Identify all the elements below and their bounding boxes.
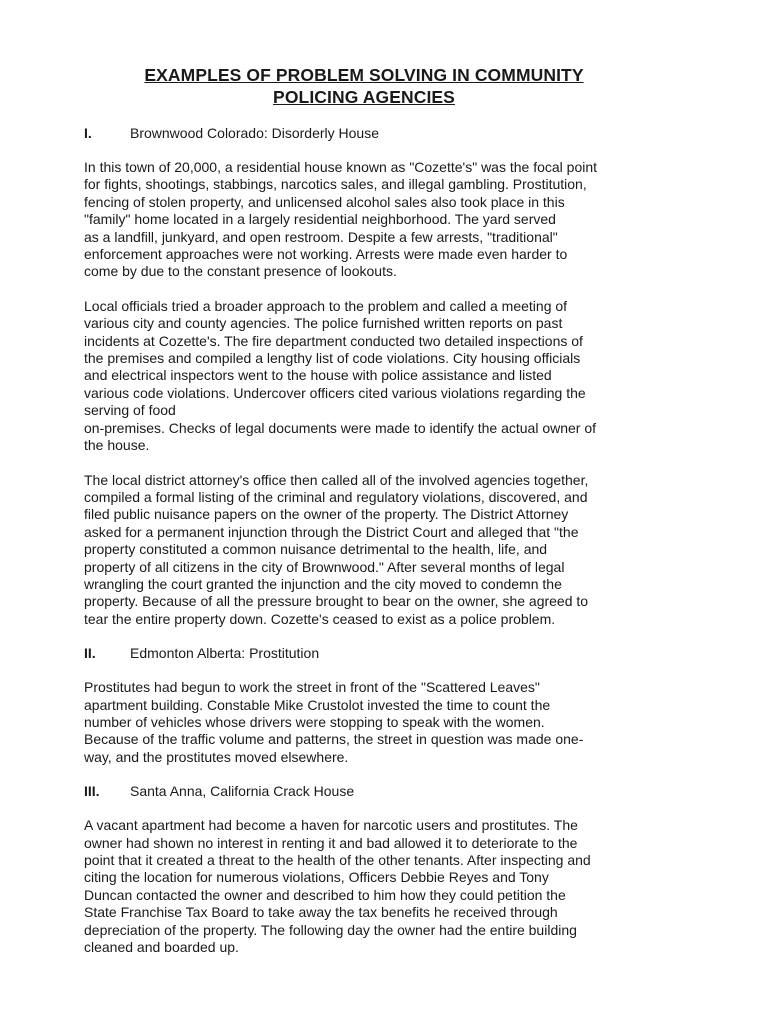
section-heading-3 — [84, 783, 644, 800]
paragraph: Local officials tried a broader approach to the problem and called a meeting of various city and county agencies. The police furnished written reports on past incidents at Cozette's. The fire department conducted two detailed inspections of the premises and compiled a lengthy list of code violations. City housing officials and electrical inspectors went to the house with police assistance and listed various code violations. Undercover officers cited various violations regarding the serving of food on-premises. Checks of legal documents were made to identify the actual owner of the house. — [84, 297, 597, 454]
page-title — [84, 64, 644, 108]
section-numeral: I. — [84, 125, 92, 141]
section-heading-2 — [84, 645, 644, 662]
section-heading-text: Santa Anna, California Crack House — [130, 783, 355, 800]
section-heading-1 — [84, 125, 644, 142]
title-line-1: EXAMPLES OF PROBLEM SOLVING IN COMMUNITY — [144, 65, 584, 85]
section-numeral: III. — [84, 783, 100, 800]
section-numeral: II. — [84, 645, 96, 662]
paragraph: A vacant apartment had become a haven for narcotic users and prostitutes. The owner had shown no interest in renting it and bad allowed it to deteriorate to the point that it created a threat to the health of the other tenants. After inspecting and citing the location for numerous violations, Officers Debbie Reyes and Tony Duncan contacted the owner and described to him how they could petition the State Franchise Tax Board to take away the tax benefits he received through depreciation of the property. The following day the owner had the entire building cleaned and boarded up. — [84, 817, 591, 956]
paragraph: Prostitutes had begun to work the street in front of the "Scattered Leaves" apartment building. Constable Mike Crustolot invested the time to count the number of vehicles whose drivers were stopping to speak with the women. Because of the traffic volume and patterns, the street in question was made one- way, and the prostitutes moved elsewhere. — [84, 679, 584, 765]
document-page — [84, 64, 644, 956]
section-heading-text: Edmonton Alberta: Prostitution — [130, 645, 320, 662]
paragraph: The local district attorney's office then called all of the involved agencies together, compiled a formal listing of the criminal and regulatory violations, discovered, and filed public nuisance papers on the owner of the property. The District Attorney asked for a permanent injunction through the District Court and alleged that "the property constituted a common nuisance detrimental to the health, life, and property of all citizens in the city of Brownwood." After several months of legal wrangling the court granted the injunction and the city moved to condemn the property. Because of all the pressure brought to bear on the owner, she agreed to tear the entire property down. Cozette's ceased to exist as a police problem. — [84, 471, 589, 627]
title-line-2: POLICING AGENCIES — [273, 87, 455, 107]
paragraph: In this town of 20,000, a residential house known as "Cozette's" was the focal point for fights, shootings, stabbings, narcotics sales, and illegal gambling. Prostitution, fencing of stolen property, and unlicensed alcohol sales also took place in this "family" home located in a largely residential neighborhood. The yard served as a landfill, junkyard, and open restroom. Despite a few arrests, "traditional" enforcement approaches were not working. Arrests were made even harder to come by due to the constant presence of lookouts. — [84, 159, 598, 280]
section-heading-text: Brownwood Colorado: Disorderly House — [130, 125, 380, 141]
